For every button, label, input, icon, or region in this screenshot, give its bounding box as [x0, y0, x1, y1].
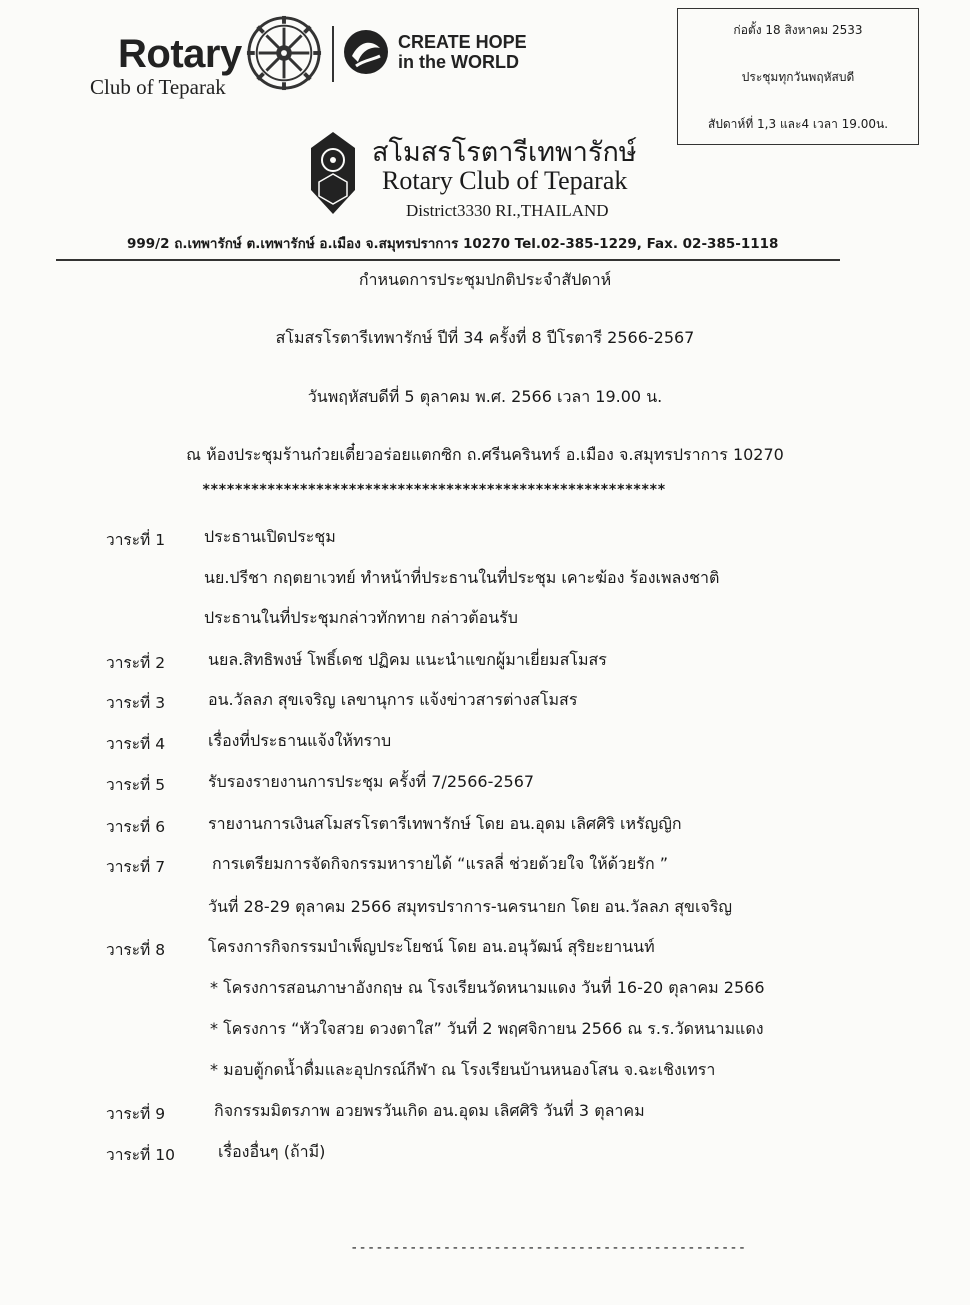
agenda-label-8: วาระที่ 8: [106, 941, 166, 959]
agenda-text-5: รับรองรายงานการประชุม ครั้งที่ 7/2566-2567: [208, 772, 535, 791]
club-info-box: [677, 8, 919, 145]
agenda-text-7: การเตรียมการจัดกิจกรรมหารายได้ “แรลลี่ ช่วยด้วยใจ ให้ด้วยรัก ”: [212, 854, 669, 873]
meeting-venue-line: ณ ห้องประชุมร้านก๋วยเตี๋ยวอร่อยแตกซิก ถ.ศรีนครินทร์ อ.เมือง จ.สมุทรปราการ 10270: [186, 445, 784, 464]
rotary-wheel-icon: [245, 14, 323, 92]
info-meeting-day: ประชุมทุกวันพฤหัสบดี: [741, 70, 855, 84]
agenda-text-3: อน.วัลลภ สุขเจริญ เลขานุการ แจ้งข่าวสารต่างสโมสร: [208, 690, 578, 709]
meeting-heading: กำหนดการประชุมปกติประจำสัปดาห์: [358, 270, 612, 289]
agenda-label-6: วาระที่ 6: [106, 818, 166, 836]
agenda-label-10: วาระที่ 10: [106, 1146, 175, 1164]
agenda-text-4: เรื่องที่ประธานแจ้งให้ทราบ: [208, 731, 392, 750]
meeting-club-line: สโมสรโรตารีเทพารักษ์ ปีที่ 34 ครั้งที่ 8 ปีโรตารี 2566-2567: [275, 328, 695, 347]
agenda-8-project-2: * โครงการ “หัวใจสวย ดวงตาใส” วันที่ 2 พฤศจิกายน 2566 ณ ร.ร.วัดหนามแดง: [210, 1019, 764, 1038]
star-separator: *********************************************************: [202, 482, 666, 498]
agenda-label-3: วาระที่ 3: [106, 694, 166, 712]
agenda-text-6: รายงานการเงินสโมสรโรตารีเทพารักษ์ โดย อน.อุดม เลิศศิริ เหรัญญิก: [208, 814, 682, 833]
footer-dashes: -----------------------------------------------: [350, 1240, 747, 1256]
agenda-1-detail-2: ประธานในที่ประชุมกล่าวทักทาย กล่าวต้อนรับ: [204, 608, 518, 627]
agenda-label-1: วาระที่ 1: [106, 531, 166, 549]
slogan-line-2: in the WORLD: [398, 52, 519, 72]
agenda-8-project-1: * โครงการสอนภาษาอังกฤษ ณ โรงเรียนวัดหนามแดง วันที่ 16-20 ตุลาคม 2566: [210, 978, 765, 997]
agenda-text-9: กิจกรรมมิตรภาพ อวยพรวันเกิด อน.อุดม เลิศศิริ วันที่ 3 ตุลาคม: [214, 1101, 645, 1120]
logo-divider: [332, 26, 334, 82]
club-emblem-icon: [305, 130, 361, 216]
agenda-8-project-3: * มอบตู้กดน้ำดื่มและอุปกรณ์กีฬา ณ โรงเรียนบ้านหนองโสน จ.ฉะเชิงเทรา: [210, 1060, 716, 1079]
agenda-1-detail-1: นย.ปรีชา กฤตยาเวทย์ ทำหน้าที่ประธานในที่ประชุม เคาะฆ้อง ร้องเพลงชาติ: [204, 568, 720, 587]
create-hope-icon: [342, 26, 390, 78]
agenda-text-1: ประธานเปิดประชุม: [204, 527, 336, 546]
slogan-line-1: CREATE HOPE: [398, 32, 527, 52]
club-name-thai: สโมสรโรตารีเทพารักษ์: [372, 137, 637, 168]
agenda-label-9: วาระที่ 9: [106, 1105, 166, 1123]
agenda-text-8: โครงการกิจกรรมบำเพ็ญประโยชน์ โดย อน.อนุวัฒน์ สุริยะยานนท์: [208, 937, 655, 956]
create-hope-slogan: [398, 32, 527, 72]
agenda-text-10: เรื่องอื่นๆ (ถ้ามี): [218, 1142, 326, 1161]
agenda-7-detail-1: วันที่ 28-29 ตุลาคม 2566 สมุทรปราการ-นครนายก โดย อน.วัลลภ สุขเจริญ: [208, 897, 733, 916]
rotary-club-subtitle: Club of Teparak: [90, 75, 226, 99]
info-meeting-weeks: สัปดาห์ที่ 1,3 และ4 เวลา 19.00น.: [707, 117, 889, 131]
agenda-text-2: นยล.สิทธิพงษ์ โพธิ์เดช ปฏิคม แนะนำแขกผู้มาเยี่ยมสโมสร: [208, 650, 607, 669]
meeting-date-line: วันพฤหัสบดีที่ 5 ตุลาคม พ.ศ. 2566 เวลา 19.00 น.: [307, 387, 663, 406]
district-line: District3330 RI.,THAILAND: [406, 201, 609, 220]
agenda-label-7: วาระที่ 7: [106, 858, 166, 876]
info-founded: ก่อตั้ง 18 สิงหาคม 2533: [733, 23, 863, 37]
agenda-label-2: วาระที่ 2: [106, 654, 166, 672]
rotary-wordmark: Rotary: [118, 32, 242, 76]
club-address: 999/2 ถ.เทพารักษ์ ต.เทพารักษ์ อ.เมือง จ.สมุทรปราการ 10270 Tel.02-385-1229, Fax. 02-385-1118: [127, 236, 779, 252]
agenda-label-4: วาระที่ 4: [106, 735, 166, 753]
club-name-english: Rotary Club of Teparak: [382, 166, 628, 195]
header-rule: [56, 259, 840, 261]
agenda-label-5: วาระที่ 5: [106, 776, 166, 794]
